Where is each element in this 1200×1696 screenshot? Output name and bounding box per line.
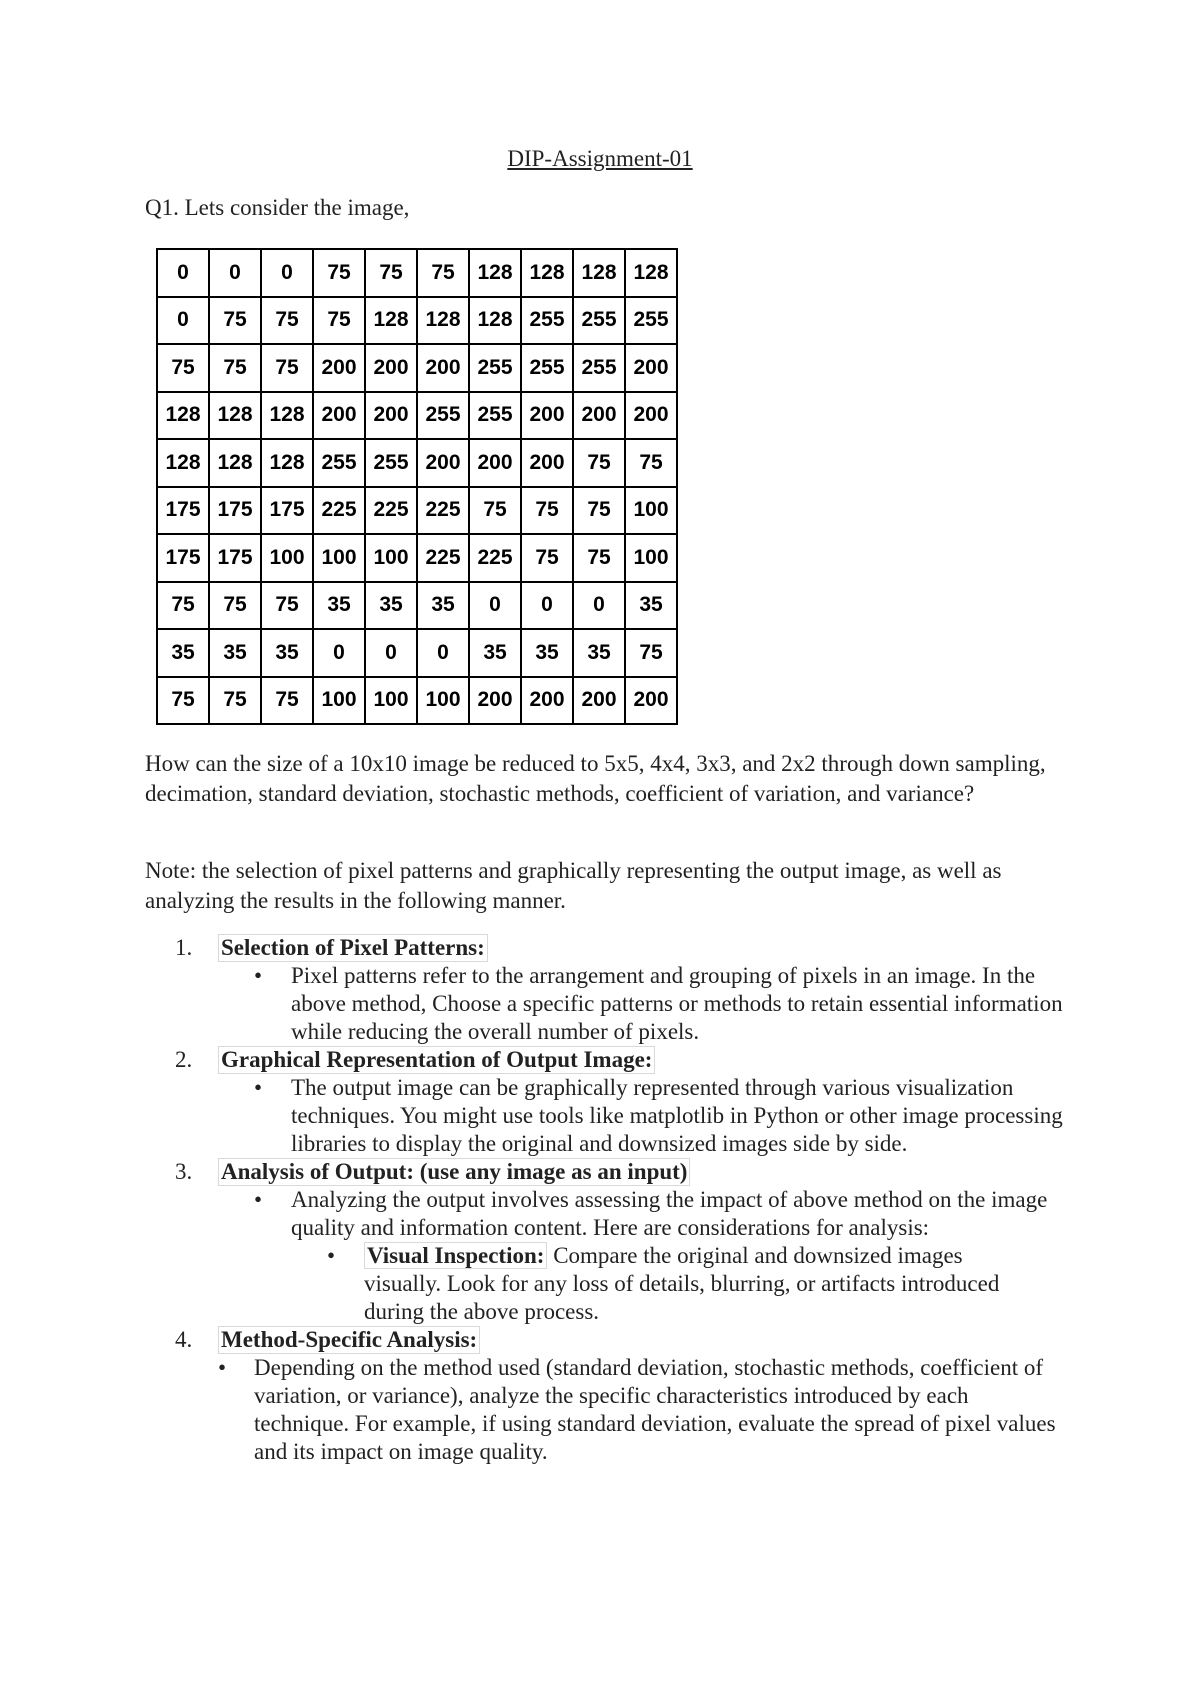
matrix-row	[157, 439, 677, 487]
question-1-intro: Q1. Lets consider the image,	[145, 195, 410, 220]
matrix-cell: 35	[313, 582, 365, 630]
matrix-cell: 0	[209, 249, 261, 297]
matrix-cell: 75	[469, 487, 521, 535]
matrix-cell: 35	[521, 629, 573, 677]
matrix-cell: 0	[157, 297, 209, 345]
matrix-row	[157, 534, 677, 582]
matrix-cell: 200	[521, 677, 573, 725]
matrix-cell: 255	[573, 344, 625, 392]
matrix-cell: 100	[313, 677, 365, 725]
sub-bullet-text: Compare the original and downsized images visually. Look for any loss of details, blurring, or artifacts introduced during the above process.	[364, 1243, 1000, 1324]
sub-bullet-item	[327, 1242, 1044, 1326]
matrix-cell: 200	[469, 439, 521, 487]
matrix-cell: 0	[365, 629, 417, 677]
matrix-cell: 0	[417, 629, 469, 677]
matrix-cell: 75	[625, 439, 677, 487]
matrix-cell: 75	[157, 677, 209, 725]
matrix-cell: 35	[261, 629, 313, 677]
matrix-cell: 225	[313, 487, 365, 535]
bullet-text: Pixel patterns refer to the arrangement and grouping of pixels in an image. In the above method, Choose a specific patterns or methods to retain essential information while reducing the overall number of pixels.	[291, 963, 1063, 1044]
matrix-cell: 128	[261, 439, 313, 487]
section-number: 2.	[175, 1047, 193, 1072]
matrix-cell: 0	[261, 249, 313, 297]
matrix-cell: 200	[521, 439, 573, 487]
section-number: 4.	[175, 1327, 193, 1352]
section-item	[175, 934, 1075, 1046]
matrix-row	[157, 582, 677, 630]
matrix-cell: 255	[313, 439, 365, 487]
section-title: Selection of Pixel Patterns:	[218, 934, 488, 962]
bullet-icon: •	[254, 1075, 263, 1100]
matrix-cell: 75	[209, 344, 261, 392]
matrix-cell: 128	[469, 297, 521, 345]
matrix-cell: 200	[313, 344, 365, 392]
bullet-text: The output image can be graphically represented through various visualization techniques. You might use tools like matplotlib in Python or other image processing libraries to display the original and downsized images side by side.	[291, 1075, 1063, 1156]
question-text: How can the size of a 10x10 image be reduced to 5x5, 4x4, 3x3, and 2x2 through down sampling, decimation, standard deviation, stochastic methods, coefficient of variation, and variance?	[145, 751, 1046, 806]
matrix-row	[157, 677, 677, 725]
matrix-cell: 75	[313, 249, 365, 297]
matrix-cell: 128	[365, 297, 417, 345]
matrix-cell: 75	[157, 582, 209, 630]
matrix-cell: 225	[417, 487, 469, 535]
bullet-icon: •	[218, 1355, 227, 1380]
matrix-cell: 75	[521, 487, 573, 535]
section-title: Analysis of Output: (use any image as an input)	[218, 1158, 690, 1186]
matrix-cell: 175	[157, 487, 209, 535]
matrix-cell: 75	[573, 487, 625, 535]
bullet-text: Analyzing the output involves assessing the impact of above method on the image quality and information content. Here are considerations for analysis:	[291, 1187, 1048, 1240]
matrix-cell: 128	[261, 392, 313, 440]
pixel-matrix-body	[157, 249, 677, 724]
matrix-cell: 75	[261, 344, 313, 392]
matrix-cell: 35	[469, 629, 521, 677]
bullet-item	[254, 1186, 1071, 1242]
bullet-icon: •	[327, 1243, 336, 1268]
matrix-cell: 35	[157, 629, 209, 677]
matrix-cell: 75	[209, 677, 261, 725]
matrix-cell: 175	[261, 487, 313, 535]
matrix-row	[157, 249, 677, 297]
matrix-cell: 175	[209, 487, 261, 535]
matrix-cell: 75	[157, 344, 209, 392]
matrix-cell: 200	[625, 677, 677, 725]
matrix-cell: 100	[365, 534, 417, 582]
bullet-item	[218, 1354, 1064, 1466]
matrix-cell: 255	[521, 297, 573, 345]
matrix-cell: 200	[625, 344, 677, 392]
pixel-matrix	[156, 248, 678, 725]
matrix-cell: 200	[313, 392, 365, 440]
matrix-cell: 100	[625, 487, 677, 535]
matrix-cell: 75	[209, 582, 261, 630]
matrix-cell: 128	[417, 297, 469, 345]
matrix-cell: 255	[469, 392, 521, 440]
matrix-cell: 128	[521, 249, 573, 297]
matrix-cell: 35	[417, 582, 469, 630]
matrix-cell: 35	[209, 629, 261, 677]
matrix-row	[157, 297, 677, 345]
matrix-cell: 175	[157, 534, 209, 582]
matrix-cell: 175	[209, 534, 261, 582]
matrix-cell: 75	[625, 629, 677, 677]
matrix-cell: 128	[209, 439, 261, 487]
matrix-cell: 75	[313, 297, 365, 345]
note-text: Note: the selection of pixel patterns and graphically representing the output image, as well as analyzing the results in the following manner.	[145, 858, 1002, 913]
bullet-item	[254, 962, 1071, 1046]
matrix-cell: 200	[625, 392, 677, 440]
matrix-cell: 100	[365, 677, 417, 725]
matrix-cell: 200	[365, 344, 417, 392]
matrix-cell: 128	[157, 439, 209, 487]
matrix-cell: 128	[625, 249, 677, 297]
section-number: 3.	[175, 1159, 193, 1184]
matrix-cell: 255	[365, 439, 417, 487]
matrix-cell: 128	[469, 249, 521, 297]
matrix-cell: 255	[625, 297, 677, 345]
matrix-cell: 75	[521, 534, 573, 582]
matrix-row	[157, 487, 677, 535]
matrix-cell: 255	[469, 344, 521, 392]
matrix-cell: 255	[573, 297, 625, 345]
section-item	[175, 1158, 1075, 1326]
sub-bullet-label: Visual Inspection:	[364, 1242, 547, 1269]
matrix-cell: 75	[365, 249, 417, 297]
matrix-row	[157, 344, 677, 392]
matrix-cell: 200	[417, 344, 469, 392]
matrix-cell: 75	[573, 534, 625, 582]
matrix-cell: 75	[261, 582, 313, 630]
matrix-cell: 100	[625, 534, 677, 582]
matrix-cell: 128	[209, 392, 261, 440]
matrix-cell: 100	[417, 677, 469, 725]
matrix-cell: 200	[573, 392, 625, 440]
matrix-cell: 0	[469, 582, 521, 630]
matrix-row	[157, 392, 677, 440]
matrix-cell: 255	[417, 392, 469, 440]
matrix-cell: 75	[209, 297, 261, 345]
section-item	[175, 1046, 1075, 1158]
section-item	[175, 1326, 1075, 1466]
matrix-cell: 200	[365, 392, 417, 440]
matrix-cell: 200	[469, 677, 521, 725]
matrix-cell: 200	[573, 677, 625, 725]
section-list	[175, 934, 1075, 1466]
bullet-icon: •	[254, 1187, 263, 1212]
section-number: 1.	[175, 935, 193, 960]
matrix-cell: 0	[573, 582, 625, 630]
matrix-cell: 35	[625, 582, 677, 630]
matrix-cell: 225	[365, 487, 417, 535]
document-title: DIP-Assignment-01	[507, 146, 693, 171]
matrix-cell: 100	[261, 534, 313, 582]
bullet-item	[254, 1074, 1071, 1158]
matrix-cell: 75	[417, 249, 469, 297]
matrix-cell: 0	[157, 249, 209, 297]
matrix-cell: 128	[573, 249, 625, 297]
matrix-cell: 0	[313, 629, 365, 677]
matrix-cell: 225	[417, 534, 469, 582]
matrix-cell: 100	[313, 534, 365, 582]
matrix-cell: 200	[521, 392, 573, 440]
matrix-cell: 75	[261, 297, 313, 345]
section-title: Method-Specific Analysis:	[218, 1326, 480, 1354]
matrix-cell: 75	[573, 439, 625, 487]
section-title: Graphical Representation of Output Image:	[218, 1046, 655, 1074]
matrix-cell: 225	[469, 534, 521, 582]
matrix-cell: 35	[365, 582, 417, 630]
matrix-row	[157, 629, 677, 677]
matrix-cell: 128	[157, 392, 209, 440]
matrix-cell: 35	[573, 629, 625, 677]
matrix-cell: 0	[521, 582, 573, 630]
matrix-cell: 200	[417, 439, 469, 487]
matrix-cell: 75	[261, 677, 313, 725]
bullet-text: Depending on the method used (standard deviation, stochastic methods, coefficient of variation, or variance), analyze the specific characteristics introduced by each technique. For example, if using standard deviation, evaluate the spread of pixel values and its impact on image quality.	[254, 1355, 1056, 1464]
bullet-icon: •	[254, 963, 263, 988]
matrix-cell: 255	[521, 344, 573, 392]
